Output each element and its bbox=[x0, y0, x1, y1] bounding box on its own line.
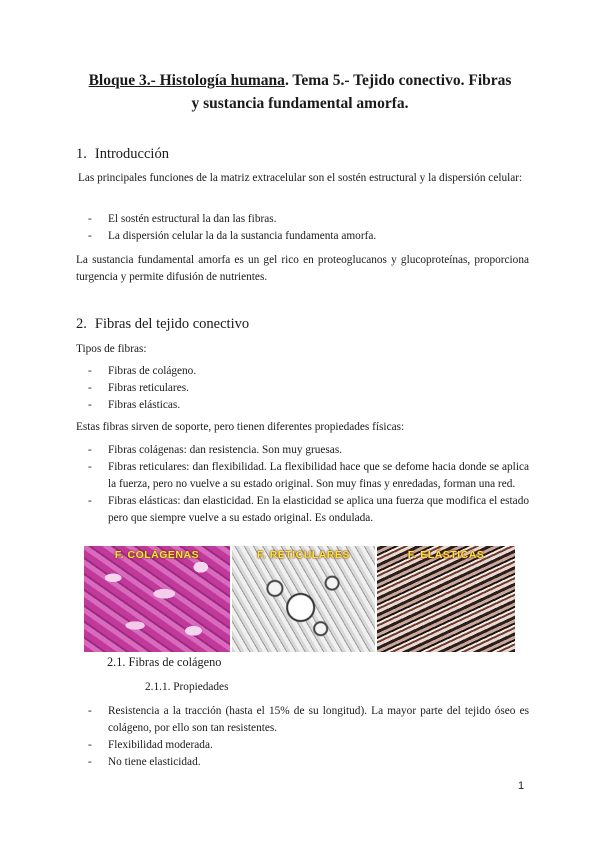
subsection-heading-colageno bbox=[107, 655, 221, 670]
page-number: 1 bbox=[518, 780, 525, 792]
list-item: - Fibras reticulares: dan flexibilidad. La flexibilidad hace que se defome hacia donde se aplica la fuerza, pero no vuelve a su estado original. Son muy finas y enredadas, forman una red. bbox=[88, 459, 529, 493]
props-intro: Estas fibras sirven de soporte, pero tienen diferentes propiedades físicas: bbox=[76, 421, 405, 433]
list-item: - Fibras reticulares. bbox=[88, 380, 529, 397]
document-title bbox=[60, 69, 540, 115]
title-rest: . Tema 5.- Tejido conectivo. Fibras bbox=[284, 72, 512, 89]
image-label: F. ELÁSTICAS bbox=[407, 549, 485, 561]
subsubsection-number: 2.1.1. bbox=[145, 681, 171, 693]
section-title: Introducción bbox=[94, 146, 169, 162]
fiber-properties-list bbox=[88, 442, 529, 527]
list-item: - Fibras elásticas: dan elasticidad. En la elasticidad se aplica una fuerza que modifica el estado pero que siempre vuelve a su estado original. Es ondulada. bbox=[88, 493, 529, 527]
list-item: - Resistencia a la tracción (hasta el 15% de su longitud). La mayor parte del tejido óseo es colágeno, por ello son tan resistentes. bbox=[88, 703, 529, 737]
subsection-title: Fibras de colágeno bbox=[128, 655, 222, 669]
subsubsection-heading-propiedades bbox=[145, 681, 228, 693]
image-label: F. COLÁGENAS bbox=[114, 549, 200, 561]
list-item: - El sostén estructural la dan las fibras. bbox=[88, 211, 529, 228]
section-number: 1. bbox=[76, 146, 87, 162]
list-item: - Fibras colágenas: dan resistencia. Son muy gruesas. bbox=[88, 442, 529, 459]
section-heading-introduccion bbox=[76, 146, 169, 163]
list-item: - Fibras elásticas. bbox=[88, 397, 529, 414]
list-item: - Flexibilidad moderada. bbox=[88, 737, 529, 754]
sustancia-paragraph: La sustancia fundamental amorfa es un gel rico en proteoglucanos y glucoproteínas, proporciona turgencia y permite difusión de nutrientes. bbox=[76, 254, 529, 283]
image-label: F. RETICULARES bbox=[257, 549, 350, 561]
section-heading-fibras bbox=[76, 316, 249, 333]
elastic-fibers-image bbox=[377, 546, 515, 652]
types-intro: Tipos de fibras: bbox=[76, 343, 147, 355]
reticular-fibers-image bbox=[232, 546, 375, 652]
fiber-types-list bbox=[88, 363, 529, 414]
list-item: - No tiene elasticidad. bbox=[88, 754, 529, 771]
title-line2: y sustancia fundamental amorfa. bbox=[191, 95, 409, 112]
collagen-properties-list bbox=[88, 703, 529, 771]
section-title: Fibras del tejido conectivo bbox=[94, 316, 250, 332]
list-item: - La dispersión celular la da la sustancia fundamenta amorfa. bbox=[88, 228, 529, 245]
intro-paragraph: Las principales funciones de la matriz extracelular son el sostén estructural y la dispersión celular: bbox=[78, 172, 523, 184]
intro-bullet-list bbox=[88, 211, 529, 245]
section-number: 2. bbox=[76, 316, 87, 332]
subsection-number: 2.1. bbox=[107, 655, 126, 669]
fiber-images-strip bbox=[84, 546, 515, 652]
list-item: - Fibras de colágeno. bbox=[88, 363, 529, 380]
title-underlined: Bloque 3.- Histología humana bbox=[88, 72, 285, 89]
subsubsection-title: Propiedades bbox=[173, 681, 229, 693]
collagen-fibers-image bbox=[84, 546, 230, 652]
